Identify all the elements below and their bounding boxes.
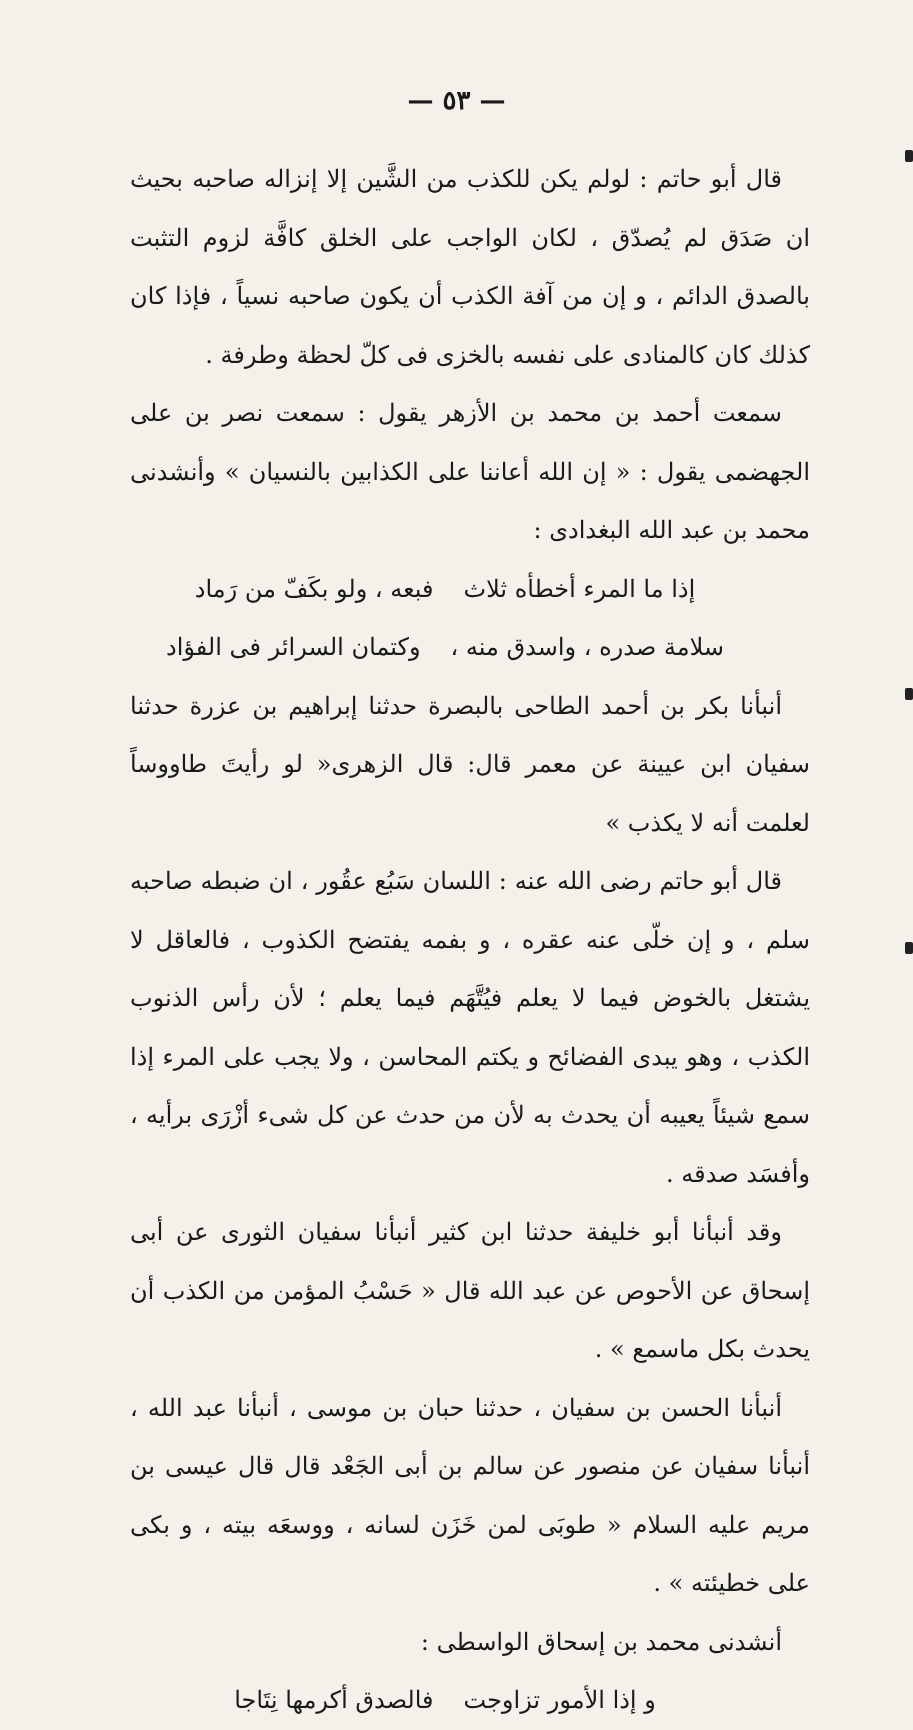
paragraph: قال أبو حاتم رضى الله عنه : اللسان سَبُع عقُور ، ان ضبطه صاحبه سلم ، و إن خلّى عنه عقره ، و بفمه يفتضح الكذوب ، فالعاقل لا يشتغل بالخوض فيما لا يعلم فيُتَّهَم فيما يعلم ؛ لأن رأس الذنوب الكذب ، وهو يبدى الفضائح و يكتم المحاسن ، ولا يجب على المرء إذا سمع شيئاً يعيبه أن يحدث به لأن من حدث عن كل شىء أزْرَى برأيه ، وأفسَد صدقه . xyxy=(130,867,810,1188)
margin-mark xyxy=(905,688,913,700)
paragraph: أنشدنى محمد بن إسحاق الواسطى : xyxy=(420,1627,782,1656)
verse-first-hemistich: سلامة صدره ، واسدق منه ، xyxy=(450,633,725,661)
verse-line xyxy=(130,618,810,677)
page-text xyxy=(130,150,810,1730)
verse-second-hemistich: وكتمان السرائر فى الفؤاد xyxy=(166,633,421,661)
verse-first-hemistich: و إذا الأمور تزاوجت xyxy=(463,1686,656,1714)
paragraph: وقد أنبأنا أبو خليفة حدثنا ابن كثير أنبأنا سفيان الثورى عن أبى إسحاق عن الأحوص عن عبد الله قال « حَسْبُ المؤمن من الكذب أن يحدث بكل ماسمع » . xyxy=(130,1218,810,1363)
paragraph: قال أبو حاتم : لولم يكن للكذب من الشَّين إلا إنزاله صاحبه بحيث ان صَدَق لم يُصدّق ، لكان الواجب على الخلق كافَّة لزوم التثبت بالصدق الدائم ، و إن من آفة الكذب أن يكون صاحبه نسياً ، فإذا كان كذلك كان كالمنادى على نفسه بالخزى فى كلّ لحظة وطرفة . xyxy=(130,165,810,369)
page-number: — ٥٣ — xyxy=(407,86,506,116)
verse-line xyxy=(130,560,810,619)
verse-second-hemistich: فالصدق أكرمها نِتَاجا xyxy=(234,1686,434,1714)
margin-mark xyxy=(905,150,913,162)
paragraph: أنبأنا الحسن بن سفيان ، حدثنا حبان بن موسى ، أنبأنا عبد الله ، أنبأنا سفيان عن منصور عن سالم بن أبى الجَعْد قال قال عيسى بن مريم عليه السلام « طوبَى لمن خَزَن لسانه ، ووسعَه بيته ، و بكى على خطيئته » . xyxy=(130,1393,810,1597)
verse-line xyxy=(130,1671,810,1730)
verse-second-hemistich: فبعه ، ولو بكَفّ من رَماد xyxy=(194,574,434,603)
paragraph: أنبأنا بكر بن أحمد الطاحى بالبصرة حدثنا إبراهيم بن عزرة حدثنا سفيان ابن عيينة عن معمر قال: قال الزهرى« لو رأيتَ طاووساً لعلمت أنه لا يكذب » xyxy=(130,691,810,837)
margin-mark xyxy=(905,942,913,954)
verse-first-hemistich: إذا ما المرء أخطأه ثلاث xyxy=(463,574,696,603)
paragraph: سمعت أحمد بن محمد بن الأزهر يقول : سمعت نصر بن على الجهضمى يقول : « إن الله أعاننا على الكذابين بالنسيان » وأنشدنى محمد بن عبد الله البغدادى : xyxy=(130,399,810,544)
